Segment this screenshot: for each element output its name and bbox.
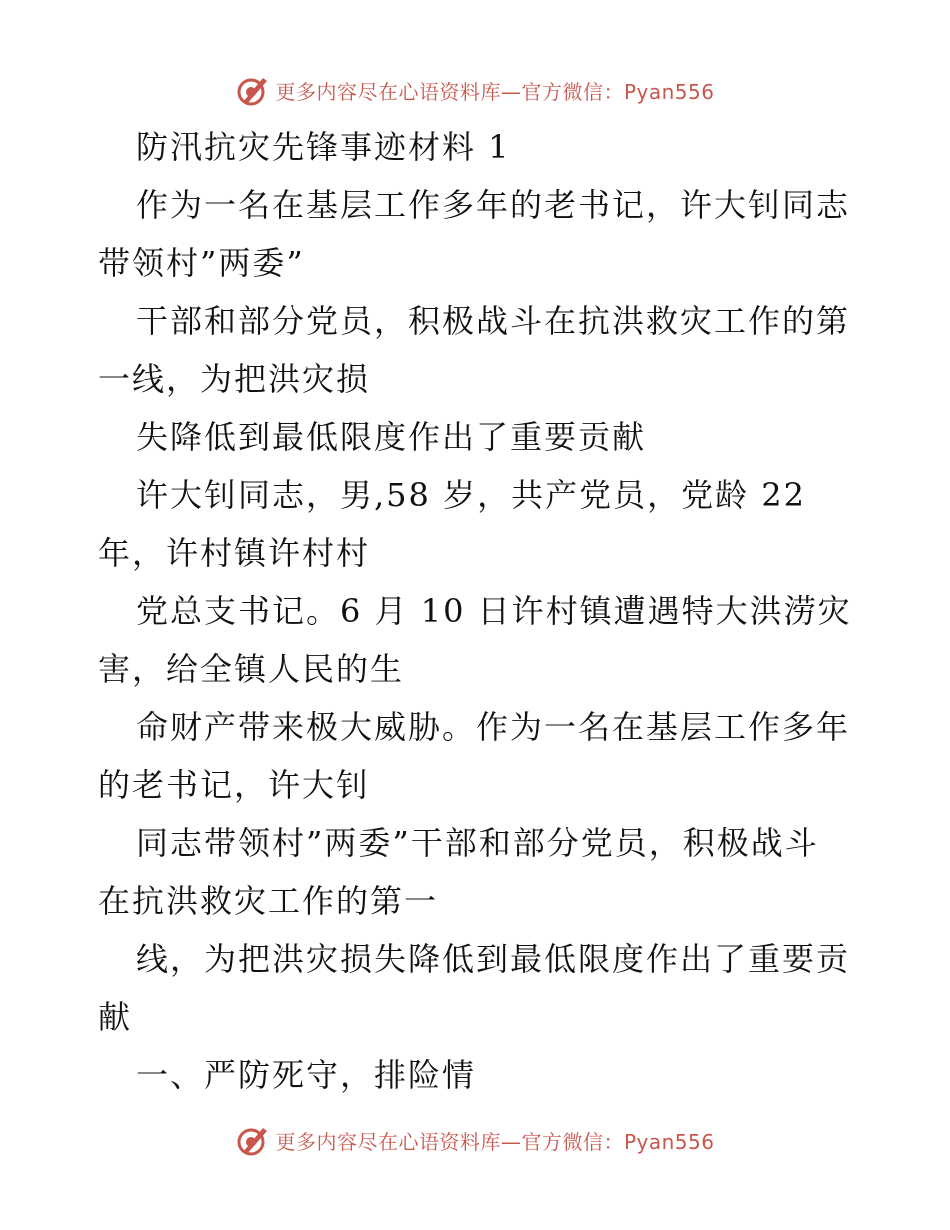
text-line: 带领村”两委” (98, 244, 305, 282)
text-line: 失降低到最低限度作出了重要贡献 (136, 418, 647, 456)
text-line: 在抗洪救灾工作的第一 (98, 882, 439, 920)
text-line: 线，为把洪灾损失降低到最低限度作出了重要贡 (136, 940, 851, 978)
text-line: 作为一名在基层工作多年的老书记，许大钊同志 (136, 186, 851, 224)
footer-watermark (0, 1120, 950, 1160)
text-line: 害，给全镇人民的生 (98, 650, 405, 688)
text-line: 防汛抗灾先锋事迹材料 1 (136, 128, 511, 166)
logo-icon (235, 1122, 271, 1158)
text-line: 年，许村镇许村村 (98, 534, 371, 572)
text-line: 党总支书记。6 月 10 日许村镇遭遇特大洪涝灾 (136, 592, 852, 630)
text-line: 干部和部分党员，积极战斗在抗洪救灾工作的第 (136, 302, 851, 340)
header-watermark (0, 70, 950, 110)
text-line: 同志带领村”两委”干部和部分党员，积极战斗 (136, 824, 819, 862)
watermark-text: 更多内容尽在心语资料库—官方微信：Pyan556 (275, 79, 715, 104)
text-line: 一线，为把洪灾损 (98, 360, 371, 398)
text-line: 命财产带来极大威胁。作为一名在基层工作多年 (136, 708, 851, 746)
logo-icon (235, 72, 271, 108)
text-line: 献 (98, 998, 133, 1036)
document-body (98, 118, 858, 1104)
watermark-text: 更多内容尽在心语资料库—官方微信：Pyan556 (275, 1129, 715, 1154)
text-line: 一、严防死守，排险情 (136, 1056, 477, 1094)
text-line: 的老书记，许大钊 (98, 766, 371, 804)
text-line: 许大钊同志，男,58 岁，共产党员，党龄 22 (136, 476, 806, 514)
